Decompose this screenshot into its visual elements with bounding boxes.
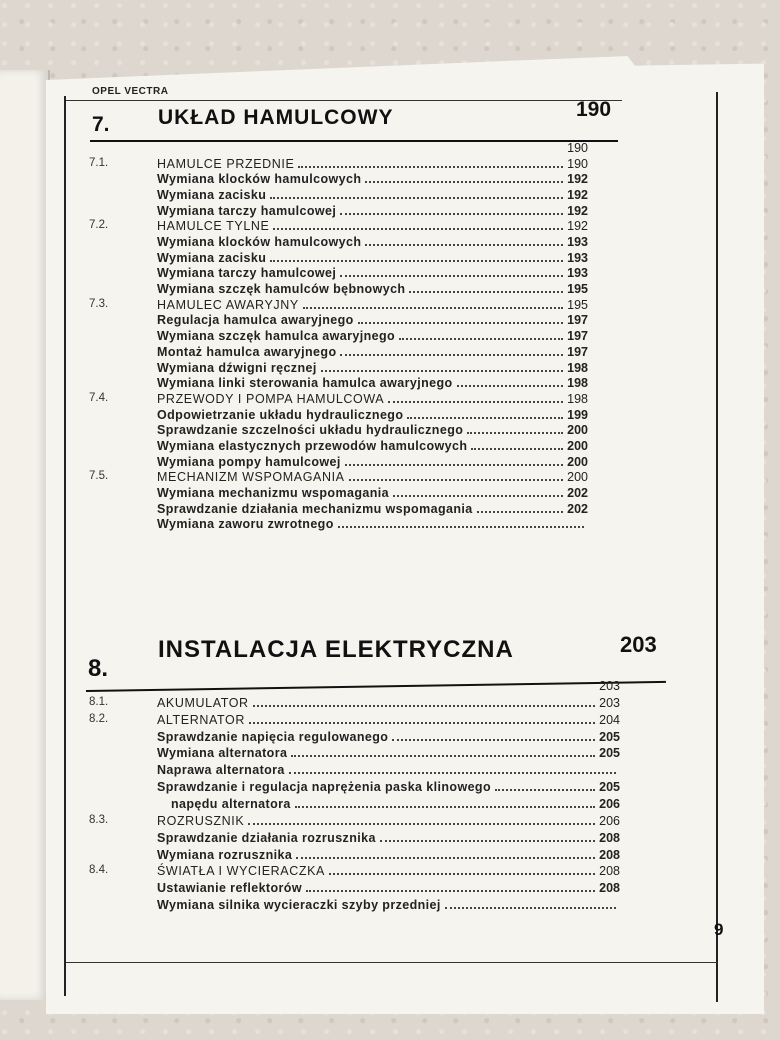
toc-entry: [157, 746, 620, 760]
dot-leader: [338, 526, 584, 528]
entry-label: HAMULEC AWARYJNY: [157, 297, 299, 312]
entry-label: ROZRUSZNIK: [157, 813, 245, 828]
entry-page-number: 192: [567, 219, 588, 234]
toc-entry: [157, 361, 588, 375]
dot-leader: [270, 197, 563, 199]
dot-leader: [467, 432, 563, 434]
entry-label: Wymiana pompy hamulcowej: [157, 454, 341, 469]
toc-entry: [157, 266, 588, 280]
toc-entry: [157, 408, 588, 422]
entry-page-number: 198: [567, 376, 588, 391]
toc-entry: [89, 695, 620, 710]
dot-leader: [295, 806, 595, 808]
entry-page-number: 200: [567, 470, 588, 485]
entry-page-number: 206: [599, 813, 620, 828]
toc-entry: [157, 502, 588, 516]
dot-leader: [365, 244, 563, 246]
entry-label: Sprawdzanie szczelności układu hydraulicznego: [157, 423, 464, 438]
dot-leader: [399, 338, 563, 340]
entry-page-number: 200: [567, 454, 588, 469]
toc-entry: [89, 470, 588, 485]
dot-leader: [495, 789, 595, 791]
toc-entry: [89, 297, 588, 312]
dot-leader: [296, 857, 595, 859]
entry-label: Wymiana zaworu zwrotnego: [157, 517, 334, 532]
entry-label: Regulacja hamulca awaryjnego: [157, 313, 354, 328]
entry-page-number: 203: [599, 695, 620, 710]
dot-leader: [291, 755, 595, 757]
dot-leader: [249, 722, 595, 724]
toc-entry: [157, 439, 588, 453]
dot-leader: [409, 291, 563, 293]
dot-leader: [340, 275, 563, 277]
toc-entry: [89, 219, 588, 234]
entry-page-number: 208: [599, 830, 620, 845]
entry-page-number: 195: [567, 282, 588, 297]
chapter-title: UKŁAD HAMULCOWY: [158, 106, 394, 129]
entry-label: Wymiana silnika wycieraczki szyby przedniej: [157, 898, 441, 913]
toc-entry: [157, 141, 588, 155]
entry-label: PRZEWODY I POMPA HAMULCOWA: [157, 391, 385, 406]
toc-entry: [157, 898, 620, 912]
entry-label: Wymiana rozrusznika: [157, 847, 293, 862]
section-number: 8.4.: [89, 864, 109, 877]
dot-leader: [340, 354, 563, 356]
entry-label: AKUMULATOR: [157, 695, 249, 710]
dot-leader: [380, 840, 595, 842]
toc-entry: [171, 797, 620, 811]
dot-leader: [388, 401, 563, 403]
entry-page-number: 197: [567, 329, 588, 344]
dot-leader: [248, 823, 595, 825]
toc-entry: [89, 813, 620, 828]
entry-page-number: 195: [567, 297, 588, 312]
entry-page-number: 208: [599, 881, 620, 896]
entry-page-number: 197: [567, 344, 588, 359]
entry-page-number: 200: [567, 438, 588, 453]
section-number: 8.2.: [89, 712, 109, 725]
chapter-number: 8.: [88, 655, 109, 682]
entry-label: HAMULCE TYLNE: [157, 219, 270, 234]
dot-leader: [445, 907, 616, 909]
entry-page-number: 199: [567, 407, 588, 422]
entry-page-number: 205: [599, 746, 620, 761]
entry-label: Sprawdzanie działania rozrusznika: [157, 830, 376, 845]
left-page-edge: [0, 70, 50, 1000]
chapter-page: 203: [620, 632, 657, 657]
toc-entry: [157, 730, 620, 744]
dot-leader: [273, 228, 563, 230]
dot-leader: [393, 495, 563, 497]
entry-label: HAMULCE PRZEDNIE: [157, 156, 295, 171]
page-frame-right: [716, 92, 718, 1002]
toc-entry: [89, 712, 620, 727]
toc-entry: [157, 172, 588, 186]
toc-entry: [157, 251, 588, 265]
entry-label: ALTERNATOR: [157, 712, 245, 727]
entry-label: Wymiana tarczy hamulcowej: [157, 266, 337, 281]
entry-page-number: 190: [567, 156, 588, 171]
dot-leader: [392, 739, 595, 741]
section-number: 7.1.: [89, 156, 109, 169]
entry-label: Odpowietrzanie układu hydraulicznego: [157, 407, 404, 422]
section-number: 7.3.: [89, 297, 109, 310]
dot-leader: [457, 385, 564, 387]
toc-entry: [157, 455, 588, 469]
entry-page-number: 197: [567, 313, 588, 328]
entry-page-number: 193: [567, 235, 588, 250]
entry-label: Wymiana linki sterowania hamulca awaryjnego: [157, 376, 453, 391]
toc-entry: [157, 282, 588, 296]
toc-entry: [157, 517, 588, 531]
toc-entry: [157, 848, 620, 862]
entry-page-number: 208: [599, 847, 620, 862]
entry-label: Sprawdzanie działania mechanizmu wspomagania: [157, 501, 473, 516]
toc-entry: [157, 780, 620, 794]
dot-leader: [365, 181, 563, 183]
dot-leader: [349, 479, 564, 481]
toc-entry: [89, 391, 588, 406]
dot-leader: [303, 307, 563, 309]
dot-leader: [345, 464, 563, 466]
entry-page-number: 192: [567, 188, 588, 203]
dot-leader: [289, 772, 616, 774]
header-rule: [66, 100, 622, 101]
dot-leader: [270, 260, 563, 262]
toc-entry: [157, 486, 588, 500]
entry-page-number: 202: [567, 501, 588, 516]
toc-entry: [157, 235, 588, 249]
dot-leader: [253, 705, 595, 707]
entry-page-number: 193: [567, 266, 588, 281]
toc-entry: [157, 881, 620, 895]
entry-label: Wymiana dźwigni ręcznej: [157, 360, 317, 375]
bottom-rule: [66, 962, 718, 963]
section-number: 7.2.: [89, 219, 109, 232]
section-number: 7.5.: [89, 470, 109, 483]
entry-label: Ustawianie reflektorów: [157, 881, 302, 896]
toc-entry: [157, 423, 588, 437]
entry-label: Wymiana alternatora: [157, 746, 288, 761]
entry-page-number: 192: [567, 172, 588, 187]
chapter-number: 7.: [92, 113, 110, 136]
entry-label: Wymiana szczęk hamulca awaryjnego: [157, 329, 396, 344]
dot-leader: [340, 213, 563, 215]
toc-entry: [157, 376, 588, 390]
entry-label: Wymiana szczęk hamulców bębnowych: [157, 282, 406, 297]
entry-page-number: 198: [567, 391, 588, 406]
toc-entry: [157, 679, 620, 693]
entry-label: Wymiana tarczy hamulcowej: [157, 203, 337, 218]
dot-leader: [298, 166, 563, 168]
toc-entry: [89, 864, 620, 879]
entry-label: Wymiana zacisku: [157, 188, 267, 203]
entry-page-number: 200: [567, 423, 588, 438]
entry-page-number: 203: [599, 679, 620, 693]
entry-label: ŚWIATŁA I WYCIERACZKA: [157, 864, 325, 879]
entry-page-number: 202: [567, 485, 588, 500]
chapter-page: 190: [576, 98, 612, 121]
dot-leader: [471, 448, 563, 450]
running-title: OPEL VECTRA: [92, 86, 169, 97]
toc-entry: [157, 763, 620, 777]
section-number: 8.1.: [89, 695, 109, 708]
toc-entry: [157, 204, 588, 218]
entry-page-number: 205: [599, 780, 620, 795]
entry-label: napędu alternatora: [171, 796, 291, 811]
entry-page-number: 205: [599, 729, 620, 744]
entry-label: MECHANIZM WSPOMAGANIA: [157, 470, 345, 485]
toc-entry: [157, 188, 588, 202]
entry-label: Wymiana klocków hamulcowych: [157, 235, 362, 250]
entry-page-number: 190: [567, 141, 588, 155]
dot-leader: [358, 322, 563, 324]
toc-entry: [157, 329, 588, 343]
entry-page-number: 198: [567, 360, 588, 375]
entry-label: Wymiana klocków hamulcowych: [157, 172, 362, 187]
dot-leader: [321, 370, 563, 372]
entry-label: Sprawdzanie napięcia regulowanego: [157, 729, 389, 744]
dot-leader: [306, 890, 595, 892]
entry-label: Wymiana zacisku: [157, 250, 267, 265]
chapter-title: INSTALACJA ELEKTRYCZNA: [158, 636, 514, 663]
entry-page-number: 192: [567, 203, 588, 218]
section-number: 7.4.: [89, 391, 109, 404]
entry-page-number: 208: [599, 864, 620, 879]
entry-label: Wymiana elastycznych przewodów hamulcowych: [157, 438, 468, 453]
toc-entry: [157, 831, 620, 845]
entry-page-number: 206: [599, 796, 620, 811]
entry-label: Naprawa alternatora: [157, 763, 285, 778]
entry-label: Sprawdzanie i regulacja naprężenia paska klinowego: [157, 780, 491, 795]
dot-leader: [407, 417, 563, 419]
section-number: 8.3.: [89, 813, 109, 826]
entry-page-number: 204: [599, 712, 620, 727]
toc-entry: [157, 345, 588, 359]
entry-label: Montaż hamulca awaryjnego: [157, 344, 337, 359]
toc-entry: [89, 156, 588, 171]
entry-label: Wymiana mechanizmu wspomagania: [157, 485, 389, 500]
dot-leader: [329, 873, 595, 875]
entry-page-number: 193: [567, 250, 588, 265]
dot-leader: [477, 511, 564, 513]
page-frame-left: [64, 96, 66, 996]
page-number: 9: [714, 920, 724, 939]
toc-entry: [157, 313, 588, 327]
